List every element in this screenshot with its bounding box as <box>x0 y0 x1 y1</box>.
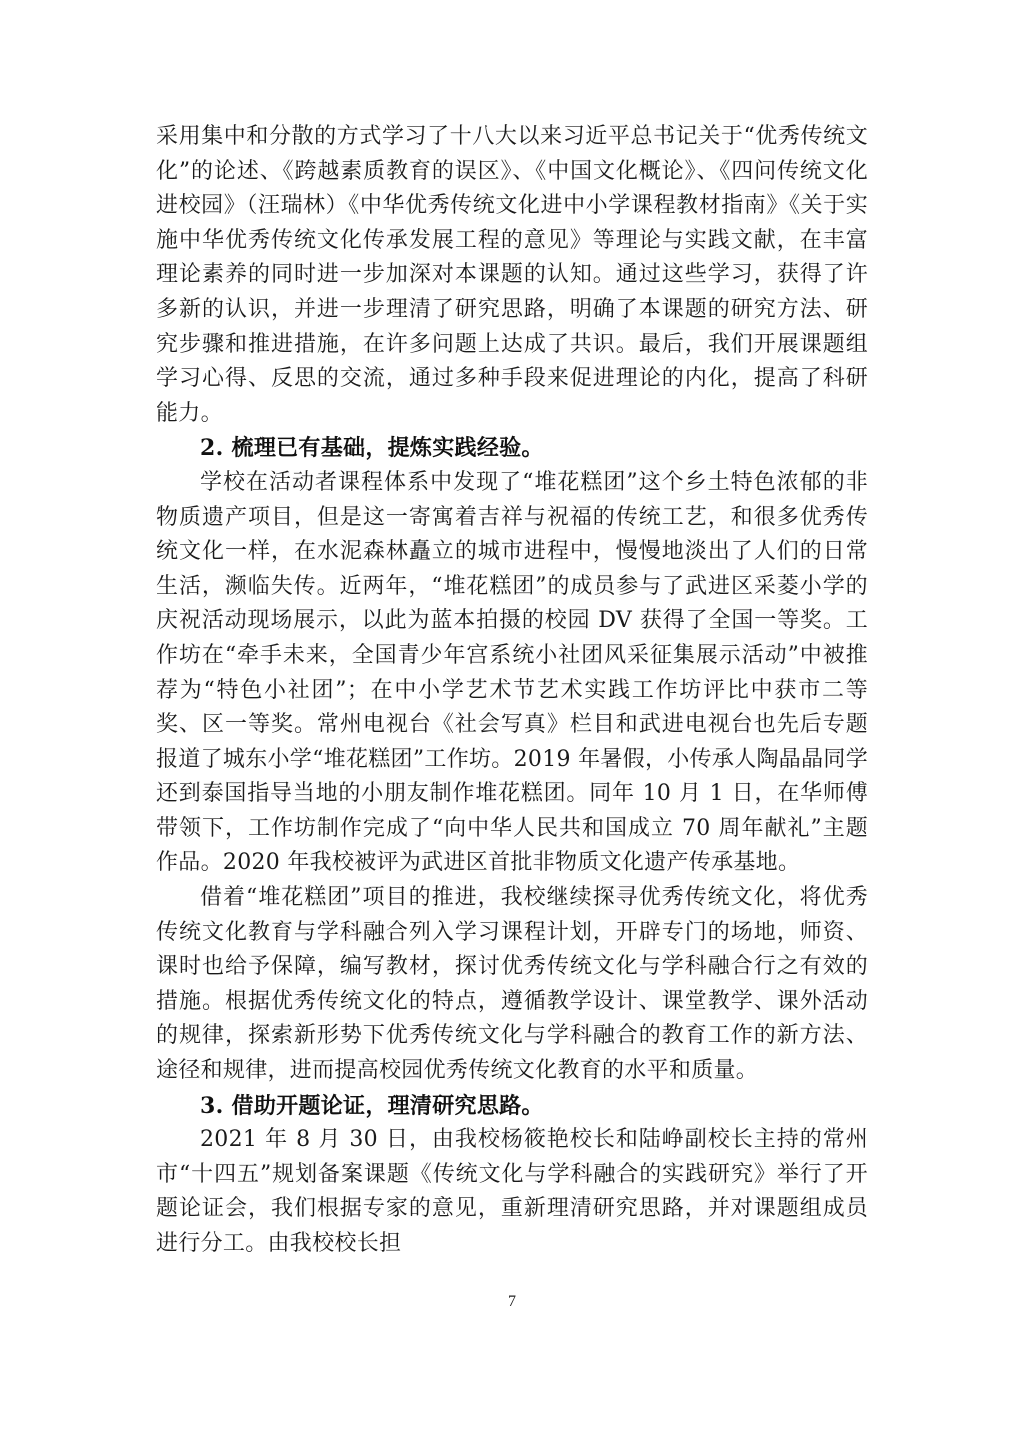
paragraph-study-summary: 采用集中和分散的方式学习了十八大以来习近平总书记关于“优秀传统文化”的论述、《跨越素质教育的误区》、《中国文化概论》、《四问传统文化进校园》（汪瑞林）《中华优秀传统文化进中小学课程教材指南》《关于实施中华优秀传统文化传承发展工程的意见》等理论与实践文献，在丰富理论素养的同时进一步加深对本课题的认知。通过这些学习，获得了许多新的认识，并进一步理清了研究思路，明确了本课题的研究方法、研究步骤和推进措施，在许多问题上达成了共识。最后，我们开展课题组学习心得、反思的交流，通过多种手段来促进理论的内化，提高了科研能力。 <box>156 124 868 426</box>
paragraph-existing-foundation: 学校在活动者课程体系中发现了“堆花糕团”这个乡土特色浓郁的非物质遗产项目，但是这一寄寓着吉祥与祝福的传统工艺，和很多优秀传统文化一样，在水泥森林矗立的城市进程中，慢慢地淡出了人们的日常生活，濒临失传。近两年，“堆花糕团”的成员参与了武进区采菱小学的庆祝活动现场展示，以此为蓝本拍摄的校园 DV 获得了全国一等奖。工作坊在“牵手未来，全国青少年宫系统小社团风采征集展示活动”中被推荐为“特色小社团”；在中小学艺术节艺术实践工作坊评比中获市二等奖、区一等奖。常州电视台《社会写真》栏目和武进电视台也先后专题报道了城东小学“堆花糕团”工作坊。2019 年暑假，小传承人陶晶晶同学还到泰国指导当地的小朋友制作堆花糕团。同年 10 月 1 日，在华师傅带领下，工作坊制作完成了“向中华人民共和国成立 70 周年献礼”主题作品。2020 年我校被评为武进区首批非物质文化遗产传承基地。 <box>156 469 868 876</box>
page-number: 7 <box>508 1293 516 1310</box>
paragraph-opening-argument: 2021 年 8 月 30 日，由我校杨筱艳校长和陆峥副校长主持的常州市“十四五”规划备案课题《传统文化与学科融合的实践研究》举行了开题论证会，我们根据专家的意见，重新理清研究思路，并对课题组成员进行分工。由我校校长担 <box>156 1127 868 1256</box>
document-body <box>156 120 868 1262</box>
section-heading-2: 2. 梳理已有基础，提炼实践经验。 <box>200 435 544 462</box>
section-heading-3: 3. 借助开题论证，理清研究思路。 <box>200 1092 544 1119</box>
paragraph-project-promotion: 借着“堆花糕团”项目的推进，我校继续探寻优秀传统文化，将优秀传统文化教育与学科融合列入学习课程计划，开辟专门的场地，师资、课时也给予保障，编写教材，探讨优秀传统文化与学科融合行之有效的措施。根据优秀传统文化的特点，遵循教学设计、课堂教学、课外活动的规律，探索新形势下优秀传统文化与学科融合的教育工作的新方法、途径和规律，进而提高校园优秀传统文化教育的水平和质量。 <box>156 885 868 1084</box>
